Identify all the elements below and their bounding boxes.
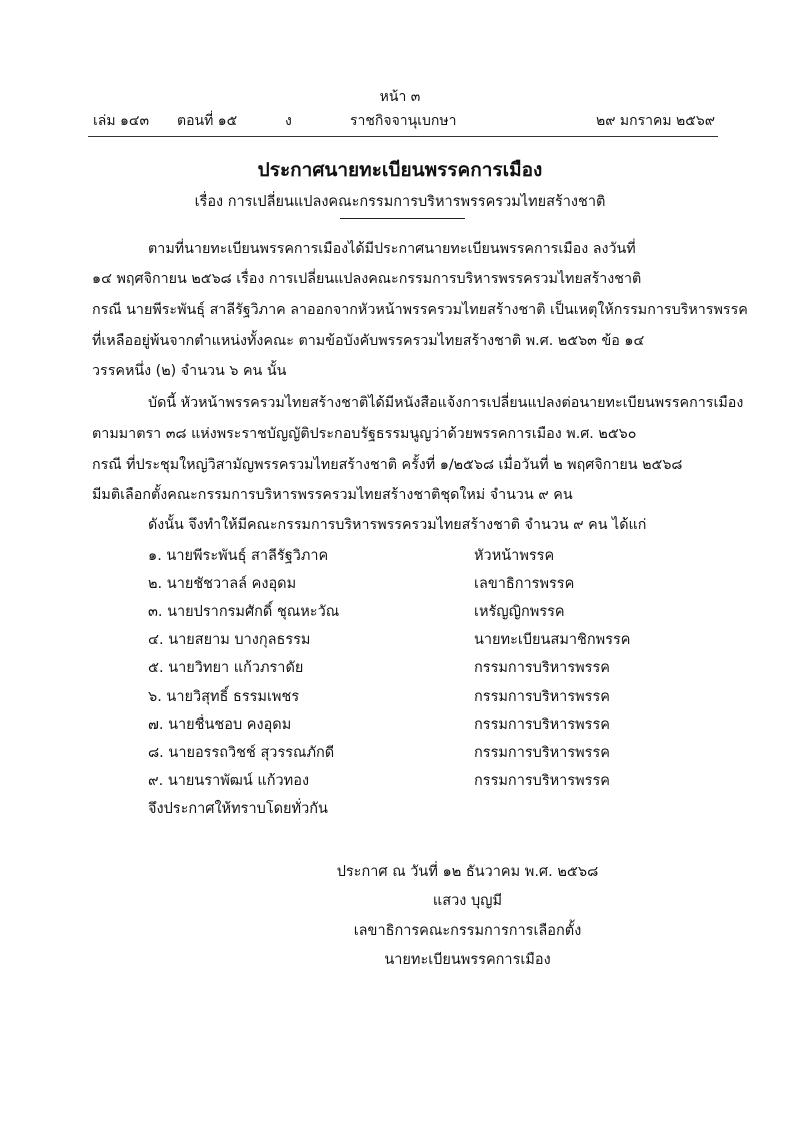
signatory-name: แสวง บุญมี (432, 893, 503, 909)
member-role: หัวหน้าพรรค (474, 548, 555, 564)
gazette-name: ราชกิจจานุเบกษา (350, 113, 457, 129)
document-subject: เรื่อง การเปลี่ยนแปลงคณะกรรมการบริหารพรรครวมไทยสร้างชาติ (194, 194, 606, 210)
member-name: ๒. นายชัชวาลล์ คงอุดม (148, 576, 297, 592)
paragraph-1-line: วรรคหนึ่ง (๒) จำนวน ๖ คน นั้น (92, 363, 287, 379)
member-role: กรรมการบริหารพรรค (474, 717, 610, 733)
gazette-issue: ตอนที่ ๑๕ (177, 113, 238, 129)
title-divider (340, 218, 465, 219)
announcement-date: ประกาศ ณ วันที่ ๑๒ ธันวาคม พ.ศ. ๒๕๖๘ (336, 864, 599, 880)
member-name: ๗. นายชื่นชอบ คงอุดม (148, 717, 292, 733)
paragraph-2-line: บัดนี้ หัวหน้าพรรครวมไทยสร้างชาติได้มีหนังสือแจ้งการเปลี่ยนแปลงต่อนายทะเบียนพรรคการเมือง (148, 395, 744, 411)
gazette-section: ง (285, 113, 292, 129)
member-name: ๘. นายอรรถวิชช์ สุวรรณภักดี (148, 745, 335, 761)
member-name: ๙. นายนราพัฒน์ แก้วทอง (148, 773, 310, 789)
paragraph-2-line: กรณี ที่ประชุมใหญ่วิสามัญพรรครวมไทยสร้างชาติ ครั้งที่ ๑/๒๕๖๘ เมื่อวันที่ ๒ พฤศจิกายน ๒๕๖๘ (92, 457, 683, 473)
member-name: ๖. นายวิสุทธิ์ ธรรมเพชร (148, 689, 300, 705)
closing-statement: จึงประกาศให้ทราบโดยทั่วกัน (148, 801, 328, 817)
page-number: หน้า ๓ (379, 89, 421, 105)
paragraph-1-line: ๑๔ พฤศจิกายน ๒๕๖๘ เรื่อง การเปลี่ยนแปลงคณะกรรมการบริหารพรรครวมไทยสร้างชาติ (92, 271, 642, 287)
paragraph-1-line: ที่เหลืออยู่พ้นจากตำแหน่งทั้งคณะ ตามข้อบังคับพรรครวมไทยสร้างชาติ พ.ศ. ๒๕๖๓ ข้อ ๑๔ (92, 333, 645, 349)
member-name: ๔. นายสยาม บางกุลธรรม (148, 632, 311, 648)
member-role: นายทะเบียนสมาชิกพรรค (474, 632, 631, 648)
member-role: กรรมการบริหารพรรค (474, 773, 610, 789)
paragraph-2-line: ตามมาตรา ๓๘ แห่งพระราชบัญญัติประกอบรัฐธรรมนูญว่าด้วยพรรคการเมือง พ.ศ. ๒๕๖๐ (92, 426, 637, 442)
paragraph-2-line: มีมติเลือกตั้งคณะกรรมการบริหารพรรครวมไทยสร้างชาติชุดใหม่ จำนวน ๙ คน (92, 487, 573, 503)
member-role: เลขาธิการพรรค (474, 576, 575, 592)
member-role: กรรมการบริหารพรรค (474, 660, 610, 676)
member-role: กรรมการบริหารพรรค (474, 689, 610, 705)
member-name: ๓. นายปรากรมศักดิ์ ชุณหะวัณ (148, 604, 340, 620)
gazette-date: ๒๙ มกราคม ๒๕๖๙ (595, 113, 715, 129)
signatory-position: เลขาธิการคณะกรรมการการเลือกตั้ง (353, 923, 582, 939)
paragraph-1-line: ตามที่นายทะเบียนพรรคการเมืองได้มีประกาศนายทะเบียนพรรคการเมือง ลงวันที่ (148, 241, 636, 257)
paragraph-1-line: กรณี นายพีระพันธุ์ สาลีรัฐวิภาค ลาออกจากหัวหน้าพรรครวมไทยสร้างชาติ เป็นเหตุให้กรรมการบริหารพรรค (92, 302, 748, 318)
paragraph-3: ดังนั้น จึงทำให้มีคณะกรรมการบริหารพรรครวมไทยสร้างชาติ จำนวน ๙ คน ได้แก่ (148, 517, 647, 533)
gazette-volume: เล่ม ๑๔๓ (93, 113, 150, 129)
member-name: ๑. นายพีระพันธุ์ สาลีรัฐวิภาค (148, 548, 329, 564)
signatory-position: นายทะเบียนพรรคการเมือง (384, 952, 551, 968)
document-title: ประกาศนายทะเบียนพรรคการเมือง (257, 159, 543, 181)
member-role: เหรัญญิกพรรค (474, 604, 565, 620)
member-role: กรรมการบริหารพรรค (474, 745, 610, 761)
member-name: ๕. นายวิทยา แก้วภราดัย (148, 660, 304, 676)
header-divider (88, 136, 718, 137)
